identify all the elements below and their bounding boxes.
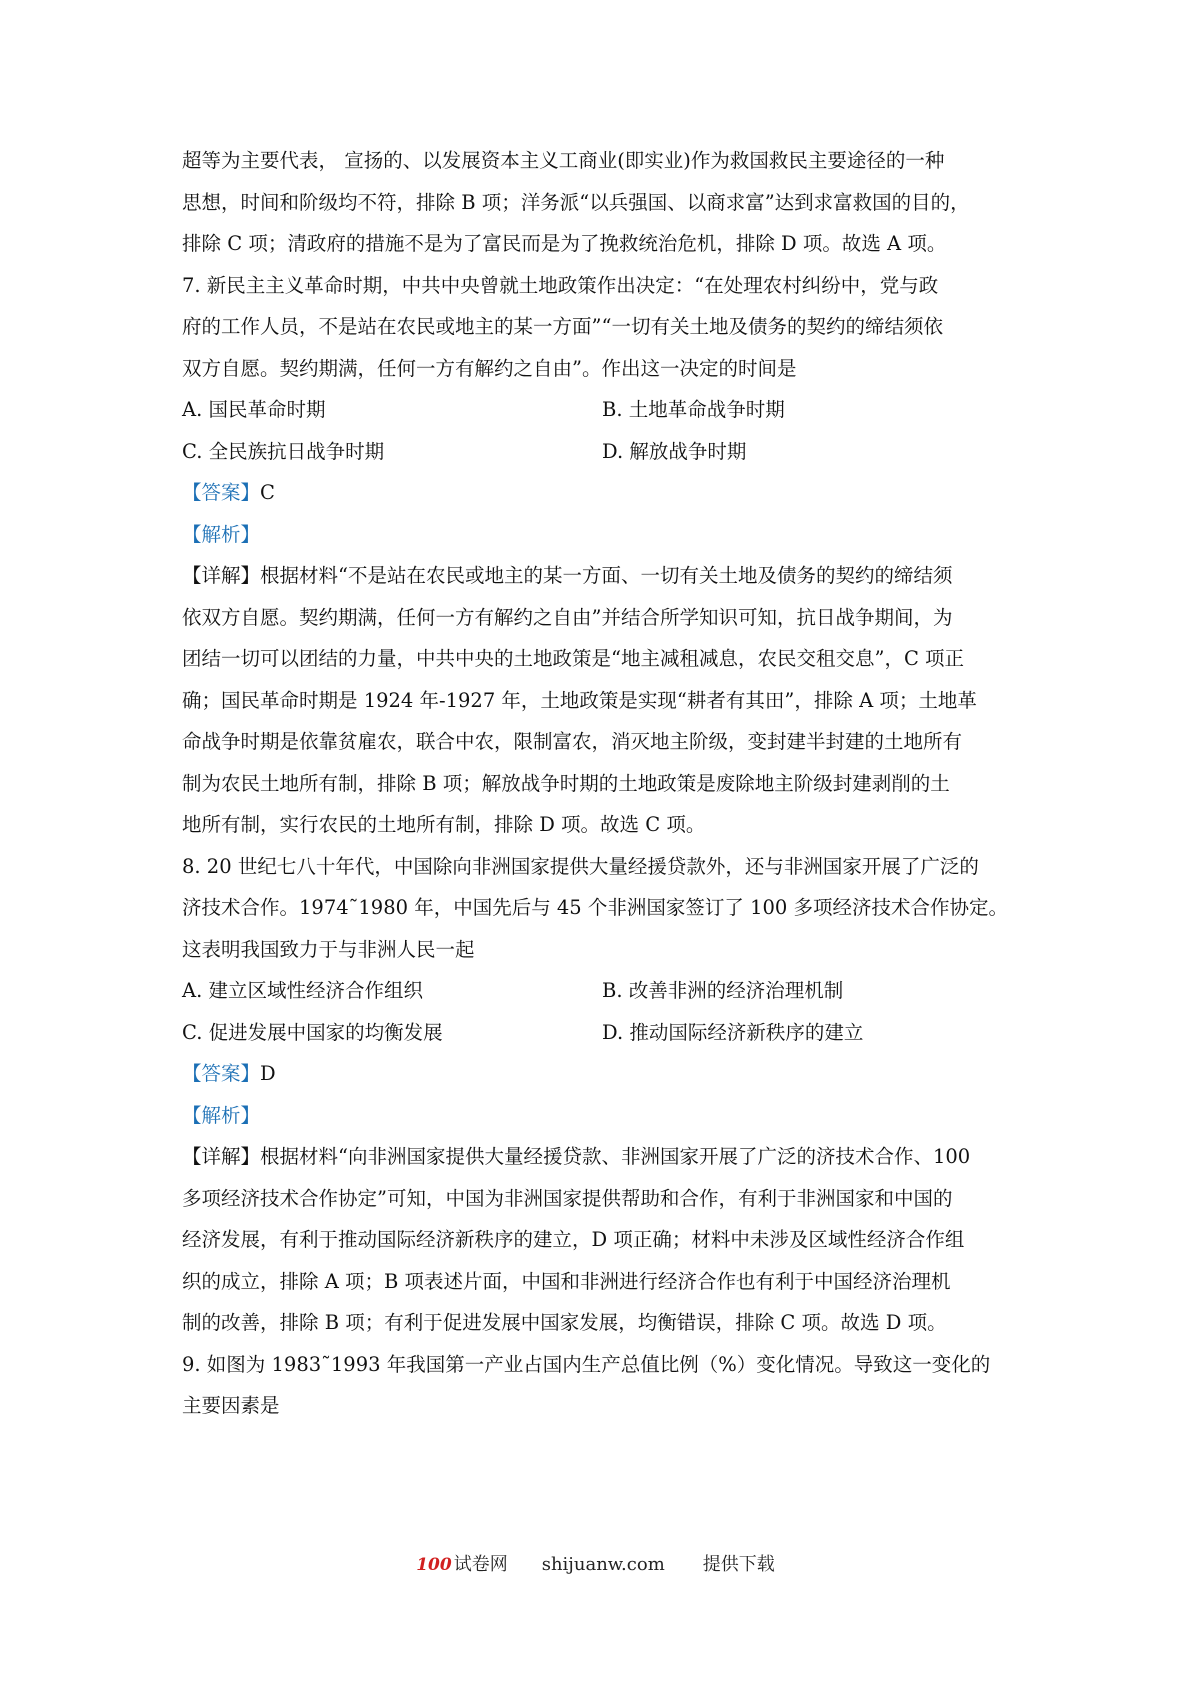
answer-line (182, 1053, 1022, 1095)
question-7 (182, 265, 1022, 846)
detail-line: 多项经济技术合作协定”可知，中国为非洲国家提供帮助和合作，有利于非洲国家和中国的 (182, 1186, 953, 1210)
detail-line: 经济发展，有利于推动国际经济新秩序的建立，D 项正确；材料中未涉及区域性经济合作组 (182, 1228, 965, 1251)
question-9 (182, 1344, 1022, 1427)
text-line: 思想，时间和阶级均不符，排除 B 项；洋务派“以兵强国、以商求富”达到求富救国的目的， (182, 190, 970, 214)
detail-text: 根据材料“向非洲国家提供大量经援贷款、非洲国家开展了广泛的济技术合作、100 (260, 1145, 971, 1168)
option-c: C. 全民族抗日战争时期 (182, 439, 385, 463)
option-a: A. 国民革命时期 (182, 398, 326, 421)
detail-line (182, 1136, 1022, 1178)
answer-tag: 【答案】 (182, 481, 261, 504)
detail-tag: 【详解】 (182, 1145, 261, 1168)
detail-line: 依双方自愿。契约期满，任何一方有解约之自由”并结合所学知识可知，抗日战争期间，为 (182, 605, 953, 629)
brand-name: 试卷网 (453, 1554, 508, 1575)
provide-download-text: 提供下载 (702, 1554, 775, 1575)
question-stem-line: 这表明我国致力于与非洲人民一起 (182, 937, 475, 961)
analysis-line (182, 1095, 1022, 1137)
analysis-tag: 【解析】 (182, 1103, 261, 1127)
question-stem-line: 主要因素是 (182, 1394, 280, 1417)
detail-line: 团结一切可以团结的力量，中共中央的土地政策是“地主减租减息，农民交租交息”，C 项正 (182, 647, 965, 670)
answer-value: C (260, 481, 275, 504)
text-line: 超等为主要代表， 宣扬的、以发展资本主义工商业(即实业)作为救国救民主要途径的一种 (182, 149, 945, 172)
answer-line (182, 472, 1022, 514)
options-row (182, 431, 1022, 473)
option-d: D. 推动国际经济新秩序的建立 (602, 1020, 864, 1044)
detail-text: 根据材料“不是站在农民或地主的某一方面、一切有关土地及债务的契约的缔结须 (260, 564, 953, 587)
option-b: B. 改善非洲的经济治理机制 (602, 979, 844, 1002)
analysis-line (182, 514, 1022, 556)
answer-tag: 【答案】 (182, 1062, 261, 1085)
detail-line: 命战争时期是依靠贫雇农，联合中农，限制富农，消灭地主阶级，变封建半封建的土地所有 (182, 730, 963, 753)
option-d: D. 解放战争时期 (602, 439, 747, 463)
brand-logo: 100 (416, 1555, 452, 1575)
analysis-tag: 【解析】 (182, 522, 261, 546)
detail-line: 制为农民土地所有制，排除 B 项；解放战争时期的土地政策是废除地主阶级封建剥削的土 (182, 771, 950, 795)
option-c: C. 促进发展中国家的均衡发展 (182, 1020, 443, 1044)
question-8 (182, 846, 1022, 1344)
detail-line: 制的改善，排除 B 项；有利于促进发展中国家发展，均衡错误，排除 C 项。故选 D 项。 (182, 1311, 947, 1334)
options-row (182, 970, 1022, 1012)
option-b: B. 土地革命战争时期 (602, 398, 785, 421)
detail-line: 地所有制，实行农民的土地所有制，排除 D 项。故选 C 项。 (182, 813, 706, 836)
prev-explanation (182, 140, 1022, 265)
page-footer (0, 1550, 1191, 1576)
text-line: 排除 C 项；清政府的措施不是为了富民而是为了挽救统治危机，排除 D 项。故选 A 项。 (182, 232, 947, 255)
detail-line (182, 555, 1022, 597)
option-a: A. 建立区域性经济合作组织 (182, 979, 423, 1002)
question-stem-line: 济技术合作。1974˜1980 年，中国先后与 45 个非洲国家签订了 100 多项经济技术合作协定。 (182, 896, 1009, 919)
answer-value: D (260, 1062, 276, 1085)
site-url: shijuanw.com (541, 1554, 665, 1575)
detail-line: 织的成立，排除 A 项；B 项表述片面，中国和非洲进行经济合作也有利于中国经济治理机 (182, 1269, 951, 1293)
document-body (182, 140, 1022, 1427)
options-row (182, 389, 1022, 431)
question-stem-line: 双方自愿。契约期满，任何一方有解约之自由”。作出这一决定的时间是 (182, 356, 797, 380)
detail-tag: 【详解】 (182, 564, 261, 587)
question-stem-line: 9. 如图为 1983˜1993 年我国第一产业占国内生产总值比例（%）变化情况。导致这一变化的 (182, 1352, 991, 1376)
question-stem-line: 8. 20 世纪七八十年代，中国除向非洲国家提供大量经援贷款外，还与非洲国家开展了广泛的 (182, 854, 979, 878)
question-stem-line: 府的工作人员，不是站在农民或地主的某一方面”“一切有关土地及债务的契约的缔结须依 (182, 315, 943, 338)
detail-line: 确；国民革命时期是 1924 年-1927 年，土地政策是实现“耕者有其田”，排除 A 项；土地革 (182, 688, 977, 712)
question-stem-line: 7. 新民主主义革命时期，中共中央曾就土地政策作出决定：“在处理农村纠纷中，党与政 (182, 273, 939, 297)
options-row (182, 1012, 1022, 1054)
